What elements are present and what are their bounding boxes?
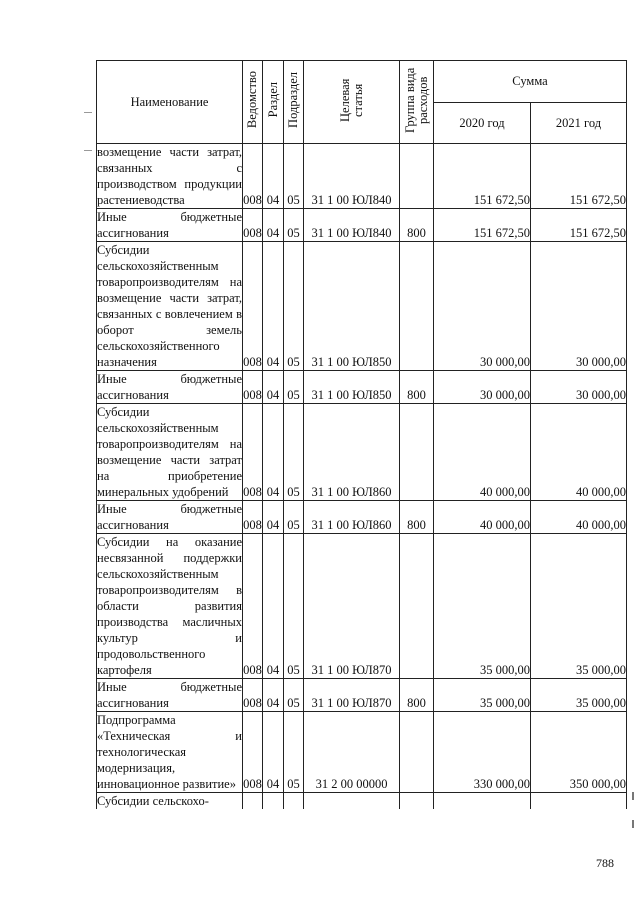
- row-sum-2021: [531, 793, 627, 810]
- table-row: [97, 501, 627, 534]
- row-vedomstvo: 008: [243, 371, 263, 404]
- header-gruppa: Группа вида расходов: [400, 61, 434, 144]
- table-row: [97, 404, 627, 501]
- row-name: Субсидии сельскохозяйственным товаропроизводителям на возмещение части затрат, связанных с вовлечением в оборот земель сельскохозяйственного назначения: [97, 243, 242, 369]
- row-razdel: 04: [263, 712, 284, 793]
- row-sum-2020: 35 000,00: [434, 679, 531, 712]
- header-2020: 2020 год: [434, 102, 531, 144]
- row-sum-2021: 350 000,00: [531, 712, 627, 793]
- row-name: Субсидии сельскохозяйственным товаропроизводителям на возмещение части затрат на приобретение минеральных удобрений: [97, 405, 242, 499]
- row-razdel: 04: [263, 144, 284, 209]
- row-vedomstvo: 008: [243, 209, 263, 242]
- row-razdel: 04: [263, 404, 284, 501]
- row-vedomstvo: 008: [243, 404, 263, 501]
- row-celevaya: 31 1 00 ЮЛ840: [304, 209, 400, 242]
- margin-mark: [632, 820, 634, 828]
- row-podrazdel: 05: [284, 679, 304, 712]
- table-row: [97, 679, 627, 712]
- row-celevaya: 31 1 00 ЮЛ840: [304, 144, 400, 209]
- header-summa: Сумма: [434, 61, 627, 103]
- header-podrazdel: Подраздел: [284, 61, 304, 144]
- row-vedomstvo: [243, 793, 263, 810]
- row-vedomstvo: 008: [243, 501, 263, 534]
- row-name: Иные бюджетные ассигнования: [97, 210, 242, 240]
- row-razdel: 04: [263, 371, 284, 404]
- row-razdel: 04: [263, 679, 284, 712]
- row-name: Подпрограмма «Техническая и технологическая модернизация, инновационное развитие»: [97, 713, 242, 791]
- row-podrazdel: 05: [284, 144, 304, 209]
- row-vedomstvo: 008: [243, 712, 263, 793]
- row-sum-2020: 35 000,00: [434, 534, 531, 679]
- margin-mark: [632, 792, 634, 800]
- row-podrazdel: 05: [284, 209, 304, 242]
- table-row: [97, 242, 627, 371]
- row-celevaya: 31 1 00 ЮЛ850: [304, 371, 400, 404]
- table-row: [97, 371, 627, 404]
- row-sum-2020: 151 672,50: [434, 144, 531, 209]
- header-razdel: Раздел: [263, 61, 284, 144]
- row-sum-2021: 151 672,50: [531, 144, 627, 209]
- row-celevaya: [304, 793, 400, 810]
- row-sum-2021: 151 672,50: [531, 209, 627, 242]
- header-celevaya: Целевая статья: [304, 61, 400, 144]
- row-name: Субсидии на оказание несвязанной поддержки сельскохозяйственным товаропроизводителям в области развития производства масличных культур и продовольственного картофеля: [97, 535, 242, 677]
- row-celevaya: 31 1 00 ЮЛ870: [304, 534, 400, 679]
- margin-mark: [84, 150, 92, 151]
- row-gruppa: 800: [400, 679, 434, 712]
- row-gruppa: 800: [400, 371, 434, 404]
- row-celevaya: 31 1 00 ЮЛ850: [304, 242, 400, 371]
- row-celevaya: 31 1 00 ЮЛ870: [304, 679, 400, 712]
- row-podrazdel: 05: [284, 404, 304, 501]
- row-sum-2020: 330 000,00: [434, 712, 531, 793]
- margin-mark: [84, 112, 92, 113]
- row-sum-2020: 30 000,00: [434, 242, 531, 371]
- budget-table: [96, 60, 627, 809]
- row-vedomstvo: 008: [243, 144, 263, 209]
- row-razdel: 04: [263, 242, 284, 371]
- row-podrazdel: 05: [284, 371, 304, 404]
- row-sum-2021: 30 000,00: [531, 371, 627, 404]
- table-row: [97, 712, 627, 793]
- row-podrazdel: [284, 793, 304, 810]
- row-vedomstvo: 008: [243, 242, 263, 371]
- table-row: [97, 534, 627, 679]
- row-name: Иные бюджетные ассигнования: [97, 372, 242, 402]
- row-vedomstvo: 008: [243, 534, 263, 679]
- row-sum-2020: 30 000,00: [434, 371, 531, 404]
- row-gruppa: [400, 404, 434, 501]
- row-name: Иные бюджетные ассигнования: [97, 502, 242, 532]
- row-name: возмещение части затрат, связанных с производством продукции растениеводства: [97, 145, 242, 207]
- row-sum-2021: 40 000,00: [531, 404, 627, 501]
- header-2021: 2021 год: [531, 102, 627, 144]
- row-sum-2021: 35 000,00: [531, 534, 627, 679]
- row-sum-2020: [434, 793, 531, 810]
- row-podrazdel: 05: [284, 242, 304, 371]
- row-vedomstvo: 008: [243, 679, 263, 712]
- table-row: [97, 144, 627, 209]
- row-sum-2020: 151 672,50: [434, 209, 531, 242]
- row-gruppa: [400, 793, 434, 810]
- row-gruppa: [400, 534, 434, 679]
- row-sum-2020: 40 000,00: [434, 501, 531, 534]
- row-gruppa: 800: [400, 209, 434, 242]
- row-gruppa: [400, 242, 434, 371]
- header-vedomstvo: Ведомство: [243, 61, 263, 144]
- row-podrazdel: 05: [284, 712, 304, 793]
- row-razdel: 04: [263, 209, 284, 242]
- row-sum-2021: 40 000,00: [531, 501, 627, 534]
- row-celevaya: 31 1 00 ЮЛ860: [304, 404, 400, 501]
- table-row: [97, 209, 627, 242]
- row-name: Иные бюджетные ассигнования: [97, 680, 242, 710]
- row-gruppa: 800: [400, 501, 434, 534]
- row-celevaya: 31 1 00 ЮЛ860: [304, 501, 400, 534]
- row-razdel: 04: [263, 534, 284, 679]
- table-row: [97, 793, 627, 810]
- row-sum-2021: 30 000,00: [531, 242, 627, 371]
- row-gruppa: [400, 144, 434, 209]
- row-razdel: [263, 793, 284, 810]
- page-number: 788: [596, 856, 614, 870]
- row-name: Субсидии сельскохо-: [97, 793, 243, 810]
- row-sum-2021: 35 000,00: [531, 679, 627, 712]
- row-gruppa: [400, 712, 434, 793]
- row-podrazdel: 05: [284, 501, 304, 534]
- row-sum-2020: 40 000,00: [434, 404, 531, 501]
- row-razdel: 04: [263, 501, 284, 534]
- row-celevaya: 31 2 00 00000: [304, 712, 400, 793]
- header-name: Наименование: [97, 61, 243, 144]
- row-podrazdel: 05: [284, 534, 304, 679]
